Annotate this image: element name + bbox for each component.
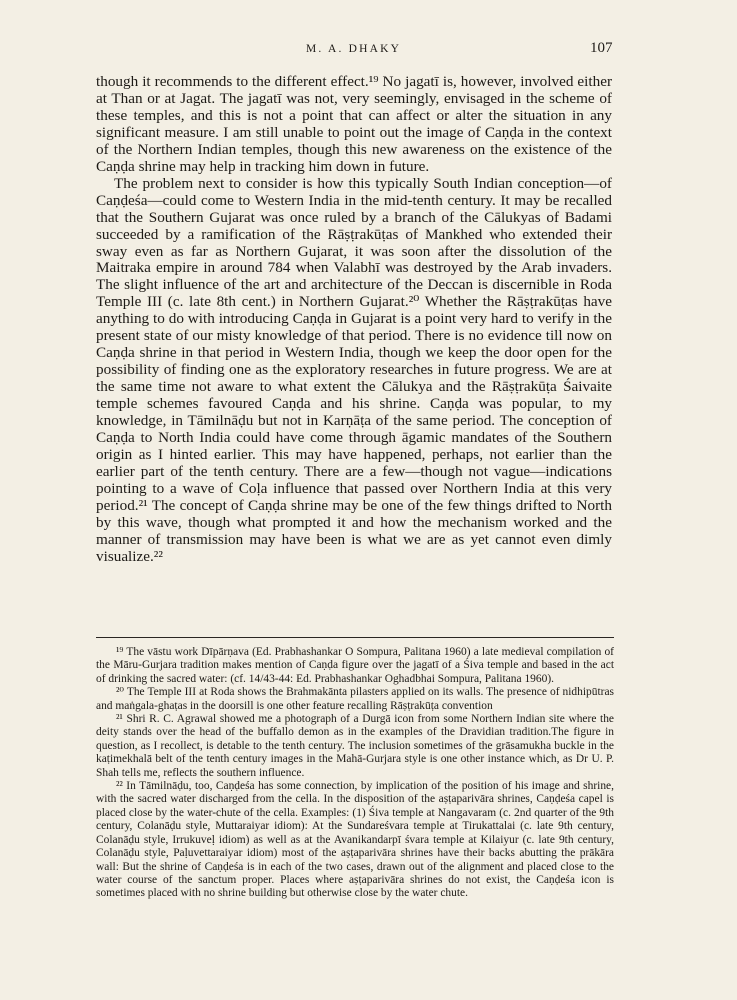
footnote-22: ²² In Tāmilnāḍu, too, Caṇḍeśa has some connection, by implication of the position of his image and shrine, with the sacred water discharged from the cella. In the disposition of the aṣṭaparivāra shrines, Caṇḍeśa capel is placed close by the water-chute of the cella. Examples: (1) Śiva temple at Nangavaram (c. 2nd quarter of the 9th century, Colanāḍu style, Muttaraiyar idiom): At the Sundareśvara temple at Tirukattalai (c. late 9th century, Colanāḍu style, Irrukuveḷ idiom) as well as at the Avanikandarpī śvara temple at Kilaiyur (c. late 9th century, Colanāḍu style, Paḷuvettaraiyar idiom) most of the aṣṭaparivāra shrines have their backs abutting the prākāra wall: But the shrine of Caṇḍeśa is in each of the two cases, drawn out of the alignment and placed close to the water course of the sanctum proper. Places where aṣṭaparivāra shrines do not exist, the Caṇḍeśa icon is sometimes placed with no shrine building but otherwise close by the water chute.: [96, 780, 614, 900]
footnote-rule: [96, 637, 614, 638]
main-text: [96, 74, 612, 566]
footnote-19: ¹⁹ The vāstu work Dīpārṇava (Ed. Prabhashankar O Sompura, Palitana 1960) a late medieval compilation of the Māru-Gurjara tradition makes mention of Caṇḍa figure over the jagatī of a Śiva temple and based in the act of drinking the sacred water: (cf. 14/43-44: Ed. Prabhashankar Oghadbhai Sompura, Palitana 1960).: [96, 646, 614, 685]
paragraph-problem: The problem next to consider is how this typically South Indian conception—of Caṇḍeśa—could come to Western India in the mid-tenth century. It may be recalled that the Southern Gujarat was once ruled by a branch of the Cālukyas of Badami succeeded by a ramification of the Rāṣṭrakūṭas of Mankhed who extended their sway even as far as Northern Gujarat, it was soon after the dissolution of the Maitraka empire in around 784 when Valabhī was destroyed by the Arab invaders. The slight influence of the art and architecture of the Deccan is discernible in Roda Temple III (c. late 8th cent.) in Northern Gujarat.²⁰ Whether the Rāṣṭrakūṭas have anything to do with introducing Caṇḍa in Gujarat is a point very hard to verify in the present state of our misty knowledge of that period. There is no evidence till now on Caṇḍa shrine in that period in Western India, though we keep the door open for the possibility of finding one as the exploratory researches in future progress. We are at the same time not aware to what extent the Cālukya and the Rāṣṭrakūṭa Śaivaite temple schemes favoured Caṇḍa and his shrine. Caṇḍa was popular, to my knowledge, in Tāmilnāḍu but not in Karṇāṭa of the same period. The conception of Caṇḍa to North India could have come through āgamic mandates of the Southern origin as I hinted earlier. This may have happened, perhaps, not earlier than the earlier part of the tenth century. There are a few—though not vague—indications pointing to a wave of Coḷa influence that passed over Northern India at this very period.²¹ The concept of Caṇḍa shrine may be one of the few things drifted to North by this wave, though what prompted it and how the mechanism worked and the manner of transmission may have been is what we are as yet cannot even dimly visualize.²²: [96, 174, 612, 565]
footnotes: [96, 646, 614, 901]
paragraph-continued: though it recommends to the different effect.¹⁹ No jagatī is, however, involved either at Than or at Jagat. The jagatī was not, very seemingly, envisaged in the scheme of these temples, and this is not a point that can affect or alter the situation in any significant measure. I am still unable to point out the image of Caṇḍa in the context of the Northern Indian temples, though this new awareness on the existence of the Caṇḍa shrine may help in tracking him down in future.: [96, 73, 612, 175]
running-head-author: M. A. DHAKY: [306, 43, 402, 55]
page-number: 107: [590, 40, 613, 56]
footnote-20: ²⁰ The Temple III at Roda shows the Brahmakānta pilasters applied on its walls. The presence of nidhipūtras and maṅgala-ghaṭas in the doorsill is one other feature recalling Rāṣṭrakūṭa convention: [96, 686, 614, 712]
running-head: [0, 40, 737, 62]
footnote-21: ²¹ Shri R. C. Agrawal showed me a photograph of a Durgā icon from some Northern Indian site where the deity stands over the head of the buffallo demon as in the examples of the Dravidian tradition.The figure in question, as I recollect, is detable to the tenth century. The inclusion sometimes of the grāsamukha buckle in the kaṭimekhalā belt of the tenth century images in the Mahā-Gurjara style is one other instance which, as Dr U. P. Shah tells me, reflects the southern influence.: [96, 713, 614, 779]
